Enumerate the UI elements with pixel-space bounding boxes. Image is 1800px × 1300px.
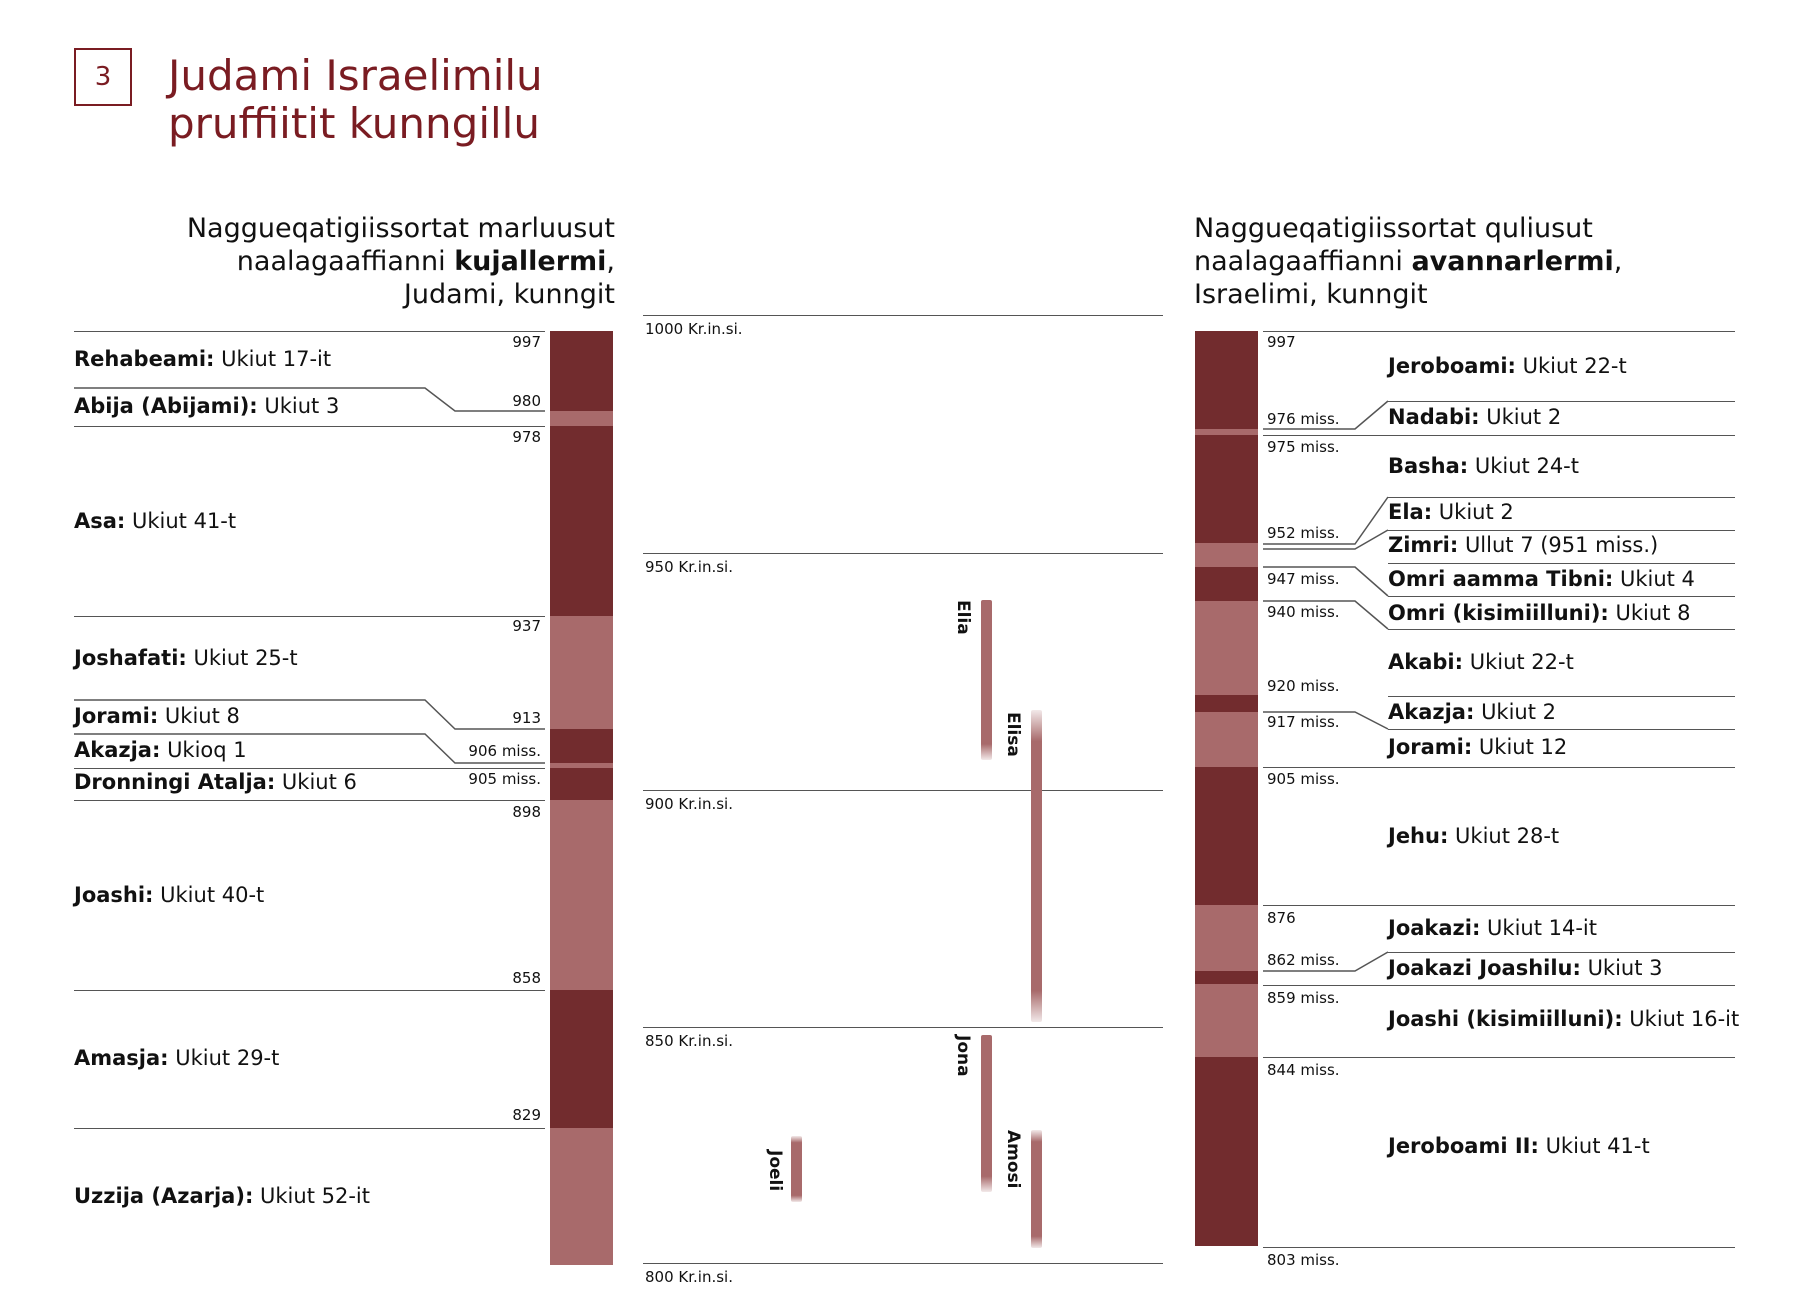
israel-year-7: 920 miss. (1267, 677, 1340, 695)
king-reign: Ukiut 22-t (1515, 354, 1627, 378)
judah-reign-bar-7 (550, 800, 613, 990)
israel-line-joashi (1263, 985, 1735, 986)
king-name: Akabi: (1388, 650, 1464, 674)
israel-year-8: 917 miss. (1267, 713, 1340, 731)
prophet-name-4: Joeli (765, 1150, 785, 1192)
king-name: Jeroboami: (1388, 354, 1516, 378)
king-name: Nadabi: (1388, 405, 1480, 429)
israel-king-14 (1388, 1134, 1650, 1158)
judah-line-asa (74, 426, 545, 427)
king-name: Joshafati: (74, 646, 187, 670)
prophet-name-0: Elia (953, 600, 973, 635)
judah-year-4: 913 (512, 709, 541, 727)
israel-year-11: 876 (1267, 909, 1296, 927)
king-name: Basha: (1388, 454, 1469, 478)
king-reign: Ukiut 40-t (153, 883, 265, 907)
king-name: Dronningi Atalja: (74, 770, 276, 794)
israel-line-joakazi (1263, 905, 1735, 906)
israel-king-10 (1388, 824, 1559, 848)
king-reign: Ukiut 29-t (168, 1046, 280, 1070)
israel-line-omri2-top (1388, 596, 1735, 597)
judah-line-atalja (74, 768, 545, 769)
judah-year-9: 829 (512, 1106, 541, 1124)
king-reign: Ukiut 2 (1474, 700, 1557, 724)
judah-reign-bar-4 (550, 729, 613, 763)
israel-reign-bar-6 (1195, 601, 1258, 695)
king-reign: Ukioq 1 (160, 738, 247, 762)
king-reign: Ukiut 52-it (253, 1184, 370, 1208)
judah-reign-bar-2 (550, 426, 613, 616)
timeline-label-0: 1000 Kr.in.si. (645, 320, 743, 338)
israel-king-0 (1388, 354, 1627, 378)
prophet-bar-3 (1031, 1130, 1042, 1248)
israel-end-year: 803 miss. (1267, 1251, 1340, 1269)
king-reign: Ukiut 3 (1580, 956, 1663, 980)
king-name: Zimri: (1388, 533, 1459, 557)
judah-reign-bar-0 (550, 331, 613, 411)
title-line-1: Judami Israelimilu (168, 51, 543, 100)
israel-line-joakazi2-top (1388, 952, 1735, 953)
judah-year-5: 906 miss. (468, 742, 541, 760)
king-name: Akazja: (1388, 700, 1475, 724)
israel-line-omri-top (1388, 563, 1735, 564)
israel-top-line (1263, 331, 1735, 332)
israel-year-2: 975 miss. (1267, 438, 1340, 456)
israel-line-basha (1263, 435, 1735, 436)
prophet-bar-2 (981, 1035, 992, 1192)
prophet-name-3: Amosi (1003, 1130, 1023, 1189)
israel-line-ela-top (1388, 497, 1735, 498)
israel-year-5: 947 miss. (1267, 570, 1340, 588)
israel-line-nadabi-top (1388, 401, 1735, 402)
israel-reign-bar-0 (1195, 331, 1258, 429)
heading-israel-line3: Israelimi, kunngit (1194, 279, 1428, 310)
israel-reign-bar-7 (1195, 695, 1258, 712)
timeline-line-4 (643, 1263, 1163, 1264)
king-reign: Ukiut 24-t (1468, 454, 1579, 478)
king-name: Omri aamma Tibni: (1388, 567, 1614, 591)
king-name: Joashi: (74, 883, 154, 907)
israel-year-6: 940 miss. (1267, 603, 1340, 621)
timeline-label-3: 850 Kr.in.si. (645, 1032, 733, 1050)
judah-line-amasja (74, 990, 545, 991)
israel-bottom-line (1263, 1247, 1735, 1248)
israel-reign-bar-8 (1195, 712, 1258, 767)
judah-year-6: 905 miss. (468, 770, 541, 788)
israel-king-3 (1388, 500, 1514, 524)
timeline-label-2: 900 Kr.in.si. (645, 795, 733, 813)
king-name: Jehu: (1388, 824, 1449, 848)
heading-judah-line3: Judami, kunngit (403, 279, 615, 310)
judah-king-6 (74, 770, 357, 794)
king-reign: Ukiut 28-t (1448, 824, 1560, 848)
king-reign: Ukiut 16-it (1622, 1007, 1740, 1031)
judah-king-5 (74, 738, 247, 762)
king-reign: Ukiut 25-t (186, 646, 298, 670)
israel-reign-bar-12 (1195, 984, 1258, 1057)
judah-king-2 (74, 509, 236, 533)
israel-year-1: 976 miss. (1267, 410, 1340, 428)
israel-year-0: 997 (1267, 333, 1296, 351)
judah-year-0: 997 (512, 333, 541, 351)
judah-king-0 (74, 347, 331, 371)
judah-reign-bar-6 (550, 768, 613, 800)
judah-top-line (74, 331, 545, 332)
judah-line-uzzija (74, 1128, 545, 1129)
judah-reign-bar-9 (550, 1128, 613, 1265)
israel-line-akabi-top (1388, 629, 1735, 630)
king-name: Abija (Abijami): (74, 394, 258, 418)
israel-line-jehu (1263, 767, 1735, 768)
king-name: Omri (kisimiilluni): (1388, 601, 1609, 625)
king-reign: Ullut 7 (951 miss.) (1458, 533, 1659, 557)
israel-king-12 (1388, 956, 1663, 980)
judah-line-joshafati (74, 616, 545, 617)
title-line-2: pruffiitit kunngillu (168, 99, 540, 148)
king-name: Jeroboami II: (1388, 1134, 1539, 1158)
king-reign: Ukiut 8 (1608, 601, 1691, 625)
judah-reign-bar-8 (550, 990, 613, 1128)
israel-reign-bar-9 (1195, 767, 1258, 905)
judah-king-9 (74, 1184, 370, 1208)
timeline-label-1: 950 Kr.in.si. (645, 558, 733, 576)
judah-year-3: 937 (512, 617, 541, 635)
heading-judah-line2-pre: naalagaaffianni (236, 246, 455, 277)
heading-judah-line2-post: , (606, 246, 615, 277)
timeline-line-3 (643, 1027, 1163, 1028)
king-name: Rehabeami: (74, 347, 215, 371)
king-reign: Ukiut 12 (1472, 735, 1568, 759)
israel-year-10: 905 miss. (1267, 770, 1340, 788)
prophet-name-2: Jona (953, 1035, 973, 1077)
israel-king-8 (1388, 700, 1556, 724)
israel-king-5 (1388, 567, 1695, 591)
heading-israel-line1: Naggueqatigiissortat quliusut (1194, 213, 1593, 244)
king-reign: Ukiut 41-t (1538, 1134, 1650, 1158)
king-reign: Ukiut 3 (257, 394, 340, 418)
king-reign: Ukiut 4 (1613, 567, 1695, 591)
israel-year-12: 862 miss. (1267, 951, 1340, 969)
prophet-bar-1 (1031, 710, 1042, 1022)
king-reign: Ukiut 41-t (125, 509, 237, 533)
page-number: 3 (94, 62, 112, 92)
king-reign: Ukiut 2 (1432, 500, 1514, 524)
prophet-bar-0 (981, 600, 992, 760)
heading-judah-line1: Naggueqatigiissortat marluusut (186, 213, 615, 244)
judah-king-7 (74, 883, 264, 907)
judah-king-1 (74, 394, 339, 418)
israel-king-6 (1388, 601, 1690, 625)
israel-reign-bar-13 (1195, 1057, 1258, 1246)
israel-year-13: 859 miss. (1267, 989, 1340, 1007)
king-reign: Ukiut 14-it (1480, 916, 1598, 940)
israel-reign-bar-10 (1195, 905, 1258, 971)
israel-king-4 (1388, 533, 1658, 557)
israel-king-1 (1388, 405, 1561, 429)
heading-judah-line2-bold: kujallermi (454, 246, 607, 277)
judah-reign-bar-1 (550, 411, 613, 426)
king-reign: Ukiut 2 (1479, 405, 1562, 429)
judah-year-1: 980 (512, 392, 541, 410)
israel-year-3: 952 miss. (1267, 524, 1340, 542)
heading-israel-line2-pre: naalagaaffianni (1194, 246, 1412, 277)
king-name: Jorami: (74, 704, 159, 728)
israel-king-7 (1388, 650, 1574, 674)
israel-reign-bar-4 (1195, 549, 1258, 567)
king-name: Akazja: (74, 738, 161, 762)
judah-king-8 (74, 1046, 279, 1070)
israel-reign-bar-5 (1195, 567, 1258, 601)
king-reign: Ukiut 8 (158, 704, 240, 728)
king-name: Ela: (1388, 500, 1433, 524)
heading-israel-line2-post: , (1613, 246, 1623, 277)
judah-year-2: 978 (512, 428, 541, 446)
king-name: Uzzija (Azarja): (74, 1184, 254, 1208)
prophet-name-1: Elisa (1003, 712, 1023, 757)
king-name: Amasja: (74, 1046, 169, 1070)
king-name: Jorami: (1388, 735, 1473, 759)
israel-line-jorami-top (1388, 729, 1735, 730)
judah-reign-bar-3 (550, 616, 613, 729)
judah-line-joashi (74, 800, 545, 801)
king-reign: Ukiut 17-it (214, 347, 332, 371)
israel-reign-bar-2 (1195, 435, 1258, 543)
timeline-line-0 (643, 315, 1163, 316)
king-name: Joakazi Joashilu: (1388, 956, 1581, 980)
timeline-line-2 (643, 790, 1163, 791)
king-name: Asa: (74, 509, 126, 533)
heading-israel-line2-bold: avannarlermi (1411, 246, 1614, 277)
israel-king-11 (1388, 916, 1597, 940)
king-reign: Ukiut 6 (275, 770, 357, 794)
israel-year-14: 844 miss. (1267, 1061, 1340, 1079)
israel-line-zimri-top (1388, 530, 1735, 531)
israel-reign-bar-11 (1195, 971, 1258, 984)
israel-line-jeroboami2 (1263, 1057, 1735, 1058)
prophet-bar-4 (791, 1136, 802, 1202)
israel-king-13 (1388, 1007, 1739, 1031)
israel-line-akazja-top (1388, 696, 1735, 697)
king-name: Joashi (kisimiilluni): (1388, 1007, 1623, 1031)
king-name: Joakazi: (1388, 916, 1481, 940)
judah-year-8: 858 (512, 969, 541, 987)
judah-king-4 (74, 704, 240, 728)
judah-year-7: 898 (512, 803, 541, 821)
king-reign: Ukiut 22-t (1463, 650, 1574, 674)
timeline-label-4: 800 Kr.in.si. (645, 1268, 733, 1286)
judah-king-3 (74, 646, 298, 670)
israel-king-2 (1388, 454, 1579, 478)
israel-king-9 (1388, 735, 1567, 759)
timeline-line-1 (643, 553, 1163, 554)
